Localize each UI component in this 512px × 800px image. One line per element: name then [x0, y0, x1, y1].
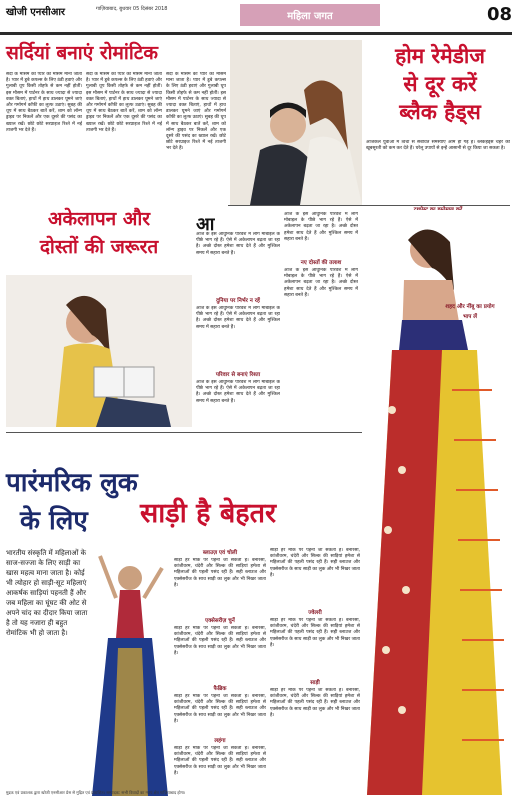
saree-subhead-4: लहंगा — [214, 738, 226, 744]
section-rule — [6, 432, 362, 433]
saree-body-col2c: साड़ी हर मौके पर पहनी जा सकती है। बनारसी, कांजीवरम, चंदेरी और सिल्क की साड़ियां हमेशा से महिलाओं की पहली पसंद रही हैं। सही ब्लाउज और एक्सेसरीज के साथ साड़ी का लुक और भी निखर जाता है। — [270, 688, 360, 718]
page-number: 08 — [486, 4, 512, 25]
saree-body-col1c: साड़ी हर मौके पर पहनी जा सकती है। बनारसी, कांजीवरम, चंदेरी और सिल्क की साड़ियां हमेशा से महिलाओं की पहली पसंद रही हैं। सही ब्लाउज और एक्सेसरीज के साथ साड़ी का लुक और भी निखर जाता है। — [174, 694, 266, 724]
saree-subhead-5: ज्वेलरी — [308, 610, 322, 616]
footer-imprint: मुद्रक एवं प्रकाशक द्वारा खोजी एनसीआर प्रेस से मुद्रित एवं प्रकाशित। सम्पादक: सभी विवादों का न्याय क्षेत्र गाज़ियाबाद होगा। — [6, 790, 186, 795]
remedies-headline-line2: से दूर करें — [403, 72, 477, 96]
romantic-headline: सर्दियां बनाएं रोमांटिक — [6, 42, 158, 64]
masthead — [0, 0, 512, 35]
saree-body-col1: साड़ी हर मौके पर पहनी जा सकती है। बनारसी, कांजीवरम, चंदेरी और सिल्क की साड़ियां हमेशा से महिलाओं की पहली पसंद रही हैं। सही ब्लाउज और एक्सेसरीज के साथ साड़ी का लुक और भी निखर जाता है। — [174, 558, 266, 588]
saree-headline-accent: साड़ी है बेहतर — [140, 498, 277, 529]
loneliness-body-col2: आज के इस आधुनिक परिवेश में लोग मोबाइल के पीछे भाग रहे हैं। ऐसे में अकेलापन बढ़ता जा रहा है। अच्छे दोस्त हमेशा साथ देते हैं और मुश्किल समय में सहारा बनते हैं। — [284, 212, 358, 242]
loneliness-subhead-2: परिवार से बनाएं रिश्ता — [215, 372, 261, 378]
saree-body-col1d: साड़ी हर मौके पर पहनी जा सकती है। बनारसी, कांजीवरम, चंदेरी और सिल्क की साड़ियां हमेशा से महिलाओं की पहली पसंद रही हैं। सही ब्लाउज और एक्सेसरीज के साथ साड़ी का लुक और भी निखर जाता है। — [174, 746, 266, 776]
saree-headline-line2: के लिए — [20, 506, 88, 536]
loneliness-subhead-1: दुनिया पर निर्भर न रहें — [216, 298, 260, 304]
loneliness-headline-box — [10, 210, 188, 270]
loneliness-headline-line1: अकेलापन और — [47, 208, 151, 230]
remedies-body: आजकल युवाओं में त्वचा से संबंधित समस्याएं आम हो गई हैं। ब्लैकहेड्स चेहरे की खूबसूरती को कम कर देते हैं। घरेलू उपायों से इन्हें आसानी से दूर किया जा सकता है। — [366, 140, 510, 152]
issue-info: गाज़ियाबाद, बुधवार 05 दिसंबर 2018 — [96, 6, 168, 12]
loneliness-dropcap: आ — [196, 214, 215, 235]
section-tab: महिला जगत — [240, 4, 380, 26]
saree-headline-line1: पारंमरिक लुक — [6, 468, 138, 498]
saree-body-col2b: साड़ी हर मौके पर पहनी जा सकती है। बनारसी, कांजीवरम, चंदेरी और सिल्क की साड़ियां हमेशा से महिलाओं की पहली पसंद रही हैं। सही ब्लाउज और एक्सेसरीज के साथ साड़ी का लुक और भी निखर जाता है। — [270, 618, 360, 648]
saree-subhead-6: साड़ी — [310, 680, 320, 686]
romantic-body-col1: सर्दी के मौसम को प्यार का मौसम माना जाता है। प्यार में डूबे कपल्स के लिए ठंडी हवाएं और गुलाबी धूप किसी तोहफे से कम नहीं होतीं। इस मौसम में पार्टनर के साथ ज्यादा से ज्यादा वक्त बिताएं, हाथों में हाथ डालकर घूमने जाएं और गर्मागर्म कॉफी का लुत्फ उठाएं। सुबह की धूप में साथ बैठकर बातें करें, शाम को लॉन्ग ड्राइव पर निकलें और एक दूसरे की पसंद का ख्याल रखें। छोटे छोटे सरप्राइज रिश्ते में नई ताजगी भर देते हैं। — [6, 72, 82, 133]
loneliness-headline-line2: दोस्तों की जरूरत — [39, 236, 159, 258]
saree-subhead-2: एक्सेसरीज़ चुनें — [205, 618, 235, 624]
remedies-subhead-3: शहद और नींबू का प्रयोग — [445, 304, 495, 310]
couple-photo — [230, 40, 362, 205]
saree-subhead-3: फैब्रिक — [213, 686, 227, 692]
saree-intro: भारतीय संस्कृति में महिलाओं के साज-सज्जा के लिए साड़ी का खास महत्व माना जाता है। कोई भी त्योहार हो साड़ी-सूट महिलाएं आकर्षक साड़ियां पहनती हैं और जब महिला का घूंघट की ओट से अपने चांद का दीदार किया जाता है तो यह नजारा ही बहुत रोमांटिक भी हो जाता है। — [6, 549, 88, 637]
newspaper-logo: खोजी एनसीआर — [6, 7, 66, 18]
loneliness-body-col1b: आज के इस आधुनिक परिवेश में लोग मोबाइल के पीछे भाग रहे हैं। ऐसे में अकेलापन बढ़ता जा रहा है। अच्छे दोस्त हमेशा साथ देते हैं और मुश्किल समय में सहारा बनते हैं। — [196, 306, 280, 330]
loneliness-body-col1: आज के इस आधुनिक परिवेश में लोग मोबाइल के पीछे भाग रहे हैं। ऐसे में अकेलापन बढ़ता जा रहा है। अच्छे दोस्त हमेशा साथ देते हैं और मुश्किल समय में सहारा बनते हैं। — [196, 232, 280, 256]
remedies-headline-line1: होम रेमेडीज — [395, 44, 485, 68]
romantic-body-col2: सर्दी के मौसम को प्यार का मौसम माना जाता है। प्यार में डूबे कपल्स के लिए ठंडी हवाएं और गुलाबी धूप किसी तोहफे से कम नहीं होतीं। इस मौसम में पार्टनर के साथ ज्यादा से ज्यादा वक्त बिताएं, हाथों में हाथ डालकर घूमने जाएं और गर्मागर्म कॉफी का लुत्फ उठाएं। सुबह की धूप में साथ बैठकर बातें करें, शाम को लॉन्ग ड्राइव पर निकलें और एक दूसरे की पसंद का ख्याल रखें। छोटे छोटे सरप्राइज रिश्ते में नई ताजगी भर देते हैं। — [86, 72, 162, 133]
remedies-headline-line3: ब्लैक हैड्स — [399, 100, 481, 124]
remedies-subhead-4: भाप लें — [462, 314, 478, 320]
romantic-body-col3: सर्दी के मौसम को प्यार का मौसम माना जाता है। प्यार में डूबे कपल्स के लिए ठंडी हवाएं और गुलाबी धूप किसी तोहफे से कम नहीं होतीं। इस मौसम में पार्टनर के साथ ज्यादा से ज्यादा वक्त बिताएं, हाथों में हाथ डालकर घूमने जाएं और गर्मागर्म कॉफी का लुत्फ उठाएं। सुबह की धूप में साथ बैठकर बातें करें, शाम को लॉन्ग ड्राइव पर निकलें और एक दूसरे की पसंद का ख्याल रखें। छोटे छोटे सरप्राइज रिश्ते में नई ताजगी भर देते हैं। — [166, 72, 226, 152]
dancer-photo — [90, 548, 170, 796]
saree-body-col2: साड़ी हर मौके पर पहनी जा सकती है। बनारसी, कांजीवरम, चंदेरी और सिल्क की साड़ियां हमेशा से महिलाओं की पहली पसंद रही हैं। सही ब्लाउज और एक्सेसरीज के साथ साड़ी का लुक और भी निखर जाता है। — [270, 548, 360, 578]
saree-body-col1b: साड़ी हर मौके पर पहनी जा सकती है। बनारसी, कांजीवरम, चंदेरी और सिल्क की साड़ियां हमेशा से महिलाओं की पहली पसंद रही हैं। सही ब्लाउज और एक्सेसरीज के साथ साड़ी का लुक और भी निखर जाता है। — [174, 626, 266, 656]
loneliness-subhead-3: नए दोस्तों की तलाश — [300, 260, 342, 266]
saree-model-photo — [362, 210, 512, 795]
saree-subhead-1: ब्लाउज़ एवं चोली — [202, 550, 238, 556]
loneliness-body-col2b: आज के इस आधुनिक परिवेश में लोग मोबाइल के पीछे भाग रहे हैं। ऐसे में अकेलापन बढ़ता जा रहा है। अच्छे दोस्त हमेशा साथ देते हैं और मुश्किल समय में सहारा बनते हैं। — [284, 268, 358, 298]
woman-reading-photo — [6, 275, 192, 427]
loneliness-body-col1c: आज के इस आधुनिक परिवेश में लोग मोबाइल के पीछे भाग रहे हैं। ऐसे में अकेलापन बढ़ता जा रहा है। अच्छे दोस्त हमेशा साथ देते हैं और मुश्किल समय में सहारा बनते हैं। — [196, 380, 280, 404]
